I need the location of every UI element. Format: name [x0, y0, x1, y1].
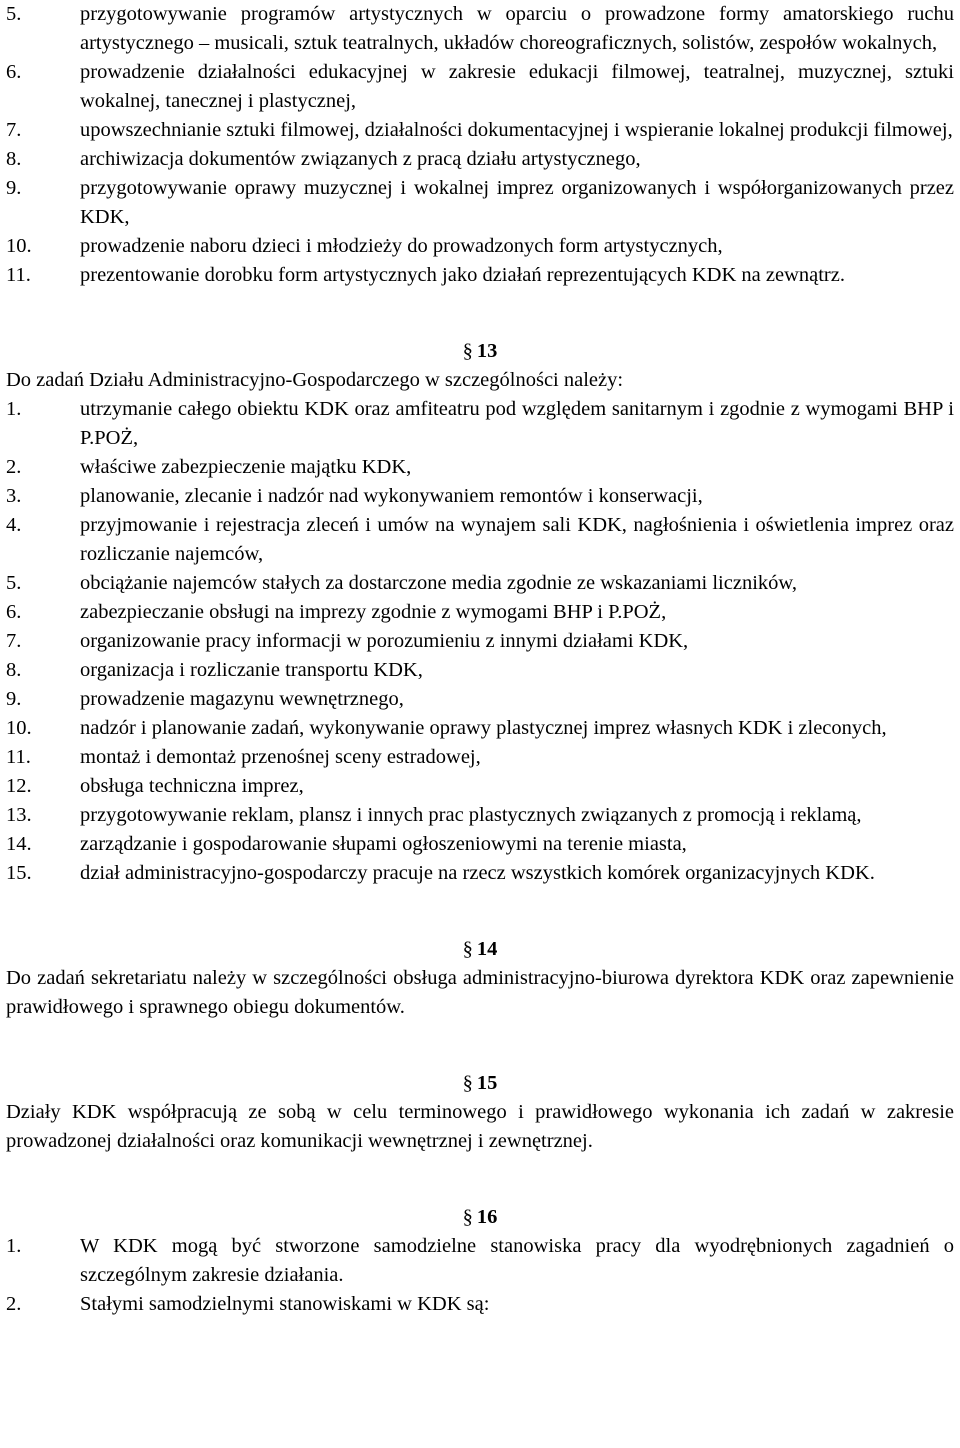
- item-text: archiwizacja dokumentów związanych z pracą działu artystycznego,: [80, 148, 641, 170]
- item-text: właściwe zabezpieczenie majątku KDK,: [80, 456, 412, 478]
- item-text: dział administracyjno-gospodarczy pracuje na rzecz wszystkich komórek organizacyjnych KDK.: [80, 862, 875, 884]
- section-13-intro: Do zadań Działu Administracyjno-Gospodarczego w szczególności należy:: [6, 369, 624, 391]
- item-text: upowszechnianie sztuki filmowej, działalności dokumentacyjnej i wspieranie lokalnej produkcji filmowej,: [80, 119, 953, 141]
- section-symbol: §: [462, 1072, 473, 1094]
- item-number: 2.: [6, 1293, 22, 1315]
- section-number: 16: [476, 1206, 498, 1228]
- spacer: [6, 888, 954, 935]
- section-number: 15: [476, 1072, 498, 1094]
- item-text: zabezpieczanie obsługi na imprezy zgodnie z wymogami BHP i P.POŻ,: [80, 601, 667, 623]
- list-item: [6, 627, 954, 656]
- section-number: 13: [476, 340, 498, 362]
- section-symbol: §: [462, 340, 473, 362]
- spacer: [6, 290, 954, 337]
- item-text: nadzór i planowanie zadań, wykonywanie oprawy plastycznej imprez własnych KDK i zleconych,: [80, 717, 887, 739]
- list-item: [6, 58, 954, 116]
- item-text: obciążanie najemców stałych za dostarczone media zgodnie ze wskazaniami liczników,: [80, 572, 797, 594]
- list-item: [6, 395, 954, 453]
- list-item: [6, 743, 954, 772]
- item-number: 14.: [6, 833, 32, 855]
- item-number: 4.: [6, 514, 22, 536]
- item-number: 12.: [6, 775, 32, 797]
- list-item: [6, 116, 954, 145]
- item-text: W KDK mogą być stworzone samodzielne stanowiska pracy dla wyodrębnionych zagadnień o szczególnym zakresie działania.: [80, 1235, 954, 1286]
- item-text: Stałymi samodzielnymi stanowiskami w KDK są:: [80, 1293, 490, 1315]
- list-standalone-positions: [6, 1232, 954, 1319]
- section-symbol: §: [462, 938, 473, 960]
- item-number: 13.: [6, 804, 32, 826]
- item-number: 1.: [6, 1235, 22, 1257]
- list-item: [6, 801, 954, 830]
- item-text: prowadzenie działalności edukacyjnej w zakresie edukacji filmowej, teatralnej, muzycznej, sztuki wokalnej, tanecznej i plastycznej,: [80, 61, 954, 112]
- item-number: 7.: [6, 630, 22, 652]
- item-number: 9.: [6, 688, 22, 710]
- list-item: [6, 232, 954, 261]
- item-text: zarządzanie i gospodarowanie słupami ogłoszeniowymi na terenie miasta,: [80, 833, 687, 855]
- list-item: [6, 0, 954, 58]
- item-text: organizacja i rozliczanie transportu KDK,: [80, 659, 423, 681]
- item-number: 1.: [6, 398, 22, 420]
- list-admin-dept-tasks: [6, 395, 954, 888]
- section-heading-16: [6, 1203, 954, 1232]
- item-number: 9.: [6, 177, 22, 199]
- item-text: prezentowanie dorobku form artystycznych jako działań reprezentujących KDK na zewnątrz.: [80, 264, 845, 286]
- item-text: utrzymanie całego obiektu KDK oraz amfiteatru pod względem sanitarnym i zgodnie z wymogami BHP i P.POŻ,: [80, 398, 954, 449]
- list-art-dept-tasks: [6, 0, 954, 290]
- item-number: 8.: [6, 659, 22, 681]
- section-heading-15: [6, 1069, 954, 1098]
- item-number: 5.: [6, 3, 22, 25]
- item-number: 11.: [6, 746, 31, 768]
- item-number: 10.: [6, 235, 32, 257]
- item-number: 11.: [6, 264, 31, 286]
- list-item: [6, 685, 954, 714]
- list-item: [6, 1232, 954, 1290]
- item-number: 5.: [6, 572, 22, 594]
- item-text: przyjmowanie i rejestracja zleceń i umów na wynajem sali KDK, nagłośnienia i oświetlenia imprez oraz rozliczanie najemców,: [80, 514, 954, 565]
- item-text: przygotowywanie reklam, plansz i innych prac plastycznych związanych z promocją i reklamą,: [80, 804, 862, 826]
- section-heading-14: [6, 935, 954, 964]
- section-heading-13: [6, 337, 954, 366]
- item-number: 15.: [6, 862, 32, 884]
- section-14-text: Do zadań sekretariatu należy w szczególności obsługa administracyjno-biurowa dyrektora KDK oraz zapewnienie prawidłowego i sprawnego obiegu dokumentów.: [6, 967, 954, 1018]
- item-text: prowadzenie magazynu wewnętrznego,: [80, 688, 404, 710]
- section-15-text: Działy KDK współpracują ze sobą w celu terminowego i prawidłowego wykonania ich zadań w zakresie prowadzonej działalności oraz komunikacji wewnętrznej i zewnętrznej.: [6, 1101, 954, 1152]
- item-text: prowadzenie naboru dzieci i młodzieży do prowadzonych form artystycznych,: [80, 235, 723, 257]
- section-symbol: §: [462, 1206, 473, 1228]
- item-number: 3.: [6, 485, 22, 507]
- list-item: [6, 261, 954, 290]
- item-number: 2.: [6, 456, 22, 478]
- spacer: [6, 1156, 954, 1203]
- list-item: [6, 830, 954, 859]
- list-item: [6, 859, 954, 888]
- list-item: [6, 511, 954, 569]
- item-number: 8.: [6, 148, 22, 170]
- list-item: [6, 482, 954, 511]
- item-text: przygotowywanie oprawy muzycznej i wokalnej imprez organizowanych i współorganizowanych przez KDK,: [80, 177, 954, 228]
- item-text: organizowanie pracy informacji w porozumieniu z innymi działami KDK,: [80, 630, 689, 652]
- item-number: 10.: [6, 717, 32, 739]
- list-item: [6, 772, 954, 801]
- spacer: [6, 1022, 954, 1069]
- list-item: [6, 174, 954, 232]
- item-text: montaż i demontaż przenośnej sceny estradowej,: [80, 746, 481, 768]
- item-number: 6.: [6, 601, 22, 623]
- item-text: planowanie, zlecanie i nadzór nad wykonywaniem remontów i konserwacji,: [80, 485, 703, 507]
- section-number: 14: [476, 938, 498, 960]
- list-item: [6, 569, 954, 598]
- item-text: przygotowywanie programów artystycznych w oparciu o prowadzone formy amatorskiego ruchu artystycznego – musicali, sztuk teatralnych, układów choreograficznych, solistów, zespołów wokalnych,: [80, 3, 954, 54]
- list-item: [6, 714, 954, 743]
- list-item: [6, 453, 954, 482]
- list-item: [6, 1290, 954, 1319]
- list-item: [6, 145, 954, 174]
- item-number: 7.: [6, 119, 22, 141]
- item-number: 6.: [6, 61, 22, 83]
- list-item: [6, 656, 954, 685]
- list-item: [6, 598, 954, 627]
- item-text: obsługa techniczna imprez,: [80, 775, 304, 797]
